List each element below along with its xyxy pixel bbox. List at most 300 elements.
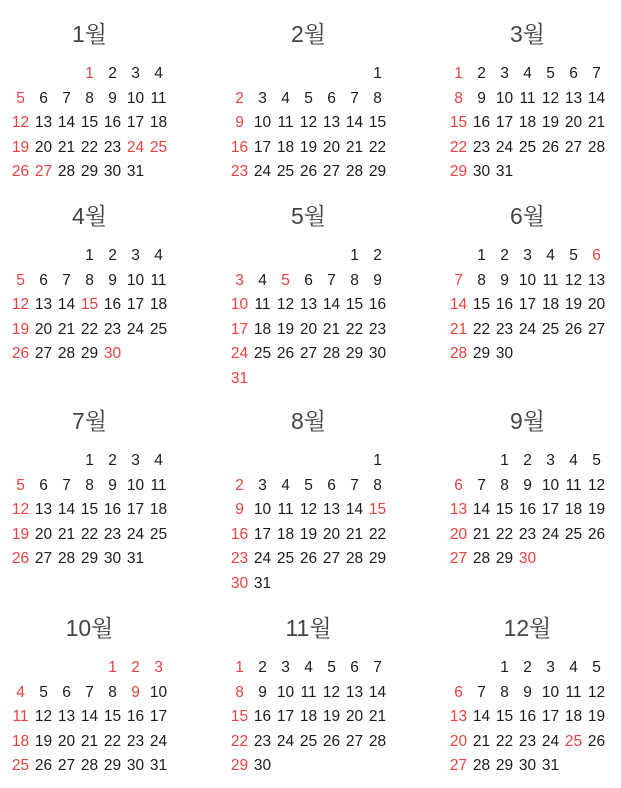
day-cell: 12: [34, 708, 53, 725]
day-cell: 16: [126, 708, 145, 725]
day-cell: 22: [449, 138, 468, 156]
day-cell: 4: [281, 89, 290, 107]
day-cell: 22: [495, 732, 514, 750]
day-cell: 21: [449, 320, 468, 338]
day-cell: 15: [368, 501, 387, 518]
day-cell: 7: [592, 65, 601, 82]
day-cell: 14: [57, 296, 76, 313]
day-cell: 10: [126, 476, 145, 494]
day-cell: 5: [592, 452, 601, 469]
day-cell: 26: [11, 345, 30, 362]
day-cell: 20: [57, 732, 76, 750]
day-cell: 29: [449, 163, 468, 180]
day-cell: 29: [345, 345, 364, 362]
day-cell: 22: [103, 732, 122, 750]
day-cell: 10: [541, 476, 560, 494]
day-cell: 27: [34, 163, 53, 180]
day-cell: 2: [108, 65, 117, 82]
day-cell: 26: [299, 163, 318, 180]
day-cell: 14: [587, 89, 606, 107]
day-cell: 26: [541, 138, 560, 156]
day-cell: 26: [587, 732, 606, 750]
day-cell: 14: [345, 501, 364, 518]
day-cell: 15: [345, 296, 364, 313]
day-cell: 25: [149, 320, 168, 338]
day-cell: 15: [495, 708, 514, 725]
day-cell: 14: [449, 296, 468, 313]
day-cell: 11: [254, 296, 271, 313]
day-cell: 23: [126, 732, 145, 750]
day-cell: 2: [477, 65, 486, 82]
day-cell: 4: [523, 65, 532, 82]
day-cell: 21: [368, 708, 387, 725]
month-title: 7월: [71, 408, 107, 434]
day-cell: 4: [258, 271, 267, 289]
day-cell: 14: [57, 114, 76, 131]
day-cell: 13: [345, 683, 364, 701]
day-cell: 22: [230, 732, 249, 750]
day-cell: 16: [230, 525, 249, 543]
day-cell: 20: [322, 138, 341, 156]
day-cell: 27: [345, 732, 364, 750]
day-cell: 23: [368, 320, 387, 338]
day-cell: 29: [495, 550, 514, 567]
day-cell: 5: [546, 65, 555, 82]
day-cell: 2: [108, 452, 117, 469]
day-cell: 7: [373, 659, 382, 676]
day-cell: 18: [276, 525, 295, 543]
day-cell: 15: [230, 708, 249, 725]
day-cell: 26: [587, 525, 606, 543]
days-grid: [228, 656, 389, 779]
day-cell: 13: [322, 501, 341, 518]
day-cell: 9: [523, 683, 532, 701]
day-cell: 20: [299, 320, 318, 338]
day-cell: 23: [103, 320, 122, 338]
day-cell: 23: [230, 163, 249, 180]
day-cell: 19: [299, 525, 318, 543]
day-cell: 21: [345, 525, 364, 543]
day-cell: 2: [131, 659, 140, 676]
day-cell: 26: [564, 320, 583, 338]
day-cell: 19: [11, 320, 30, 338]
day-cell: 30: [103, 550, 122, 567]
day-cell: 1: [373, 65, 382, 82]
day-cell: 4: [569, 452, 578, 469]
day-cell: 31: [149, 757, 168, 774]
day-cell: 23: [518, 732, 537, 750]
day-cell: 21: [322, 320, 341, 338]
day-cell: 5: [16, 476, 25, 494]
day-cell: 17: [276, 708, 295, 725]
day-cell: 24: [276, 732, 295, 750]
day-cell: 12: [11, 501, 30, 518]
day-cell: 18: [518, 114, 537, 131]
day-cell: 25: [276, 163, 295, 180]
day-cell: 27: [34, 550, 53, 567]
month-title: 12월: [503, 615, 552, 641]
day-cell: 13: [322, 114, 341, 131]
day-cell: 28: [472, 550, 491, 567]
day-cell: 6: [454, 683, 463, 701]
day-cell: 1: [477, 247, 486, 264]
day-cell: 6: [327, 476, 336, 494]
day-cell: 13: [57, 708, 76, 725]
day-cell: 28: [587, 138, 606, 156]
day-cell: 5: [569, 247, 578, 264]
day-cell: 12: [299, 114, 318, 131]
day-cell: 18: [149, 501, 168, 518]
day-cell: 10: [253, 114, 272, 131]
day-cell: 24: [149, 732, 168, 750]
day-cell: 8: [85, 476, 94, 494]
day-cell: 25: [253, 345, 272, 362]
day-cell: 17: [126, 114, 145, 131]
day-cell: 3: [131, 65, 140, 82]
day-cell: 22: [345, 320, 364, 338]
day-cell: 21: [57, 320, 76, 338]
day-cell: 19: [299, 138, 318, 156]
day-cell: 23: [230, 550, 249, 567]
day-cell: 30: [495, 345, 514, 362]
day-cell: 16: [103, 501, 122, 518]
day-cell: 9: [235, 501, 244, 518]
day-cell: 6: [304, 271, 313, 289]
day-cell: 11: [277, 501, 294, 518]
day-cell: 24: [518, 320, 537, 338]
day-cell: 25: [564, 732, 583, 750]
day-cell: 16: [518, 501, 537, 518]
day-cell: 19: [587, 708, 606, 725]
day-cell: 19: [587, 501, 606, 518]
day-cell: 24: [541, 732, 560, 750]
day-cell: 25: [149, 525, 168, 543]
day-cell: 24: [126, 320, 145, 338]
day-cell: 8: [108, 683, 117, 701]
day-cell: 10: [126, 271, 145, 289]
day-cell: 6: [350, 659, 359, 676]
day-cell: 20: [34, 320, 53, 338]
days-grid: [9, 244, 170, 367]
day-cell: 9: [131, 683, 140, 701]
day-cell: 14: [80, 708, 99, 725]
day-cell: 9: [373, 271, 382, 289]
day-cell: 11: [150, 89, 167, 107]
day-cell: 28: [449, 345, 468, 362]
day-cell: 23: [472, 138, 491, 156]
day-cell: 7: [327, 271, 336, 289]
day-cell: 16: [518, 708, 537, 725]
day-cell: 25: [11, 757, 30, 774]
day-cell: 13: [449, 501, 468, 518]
day-cell: 4: [154, 65, 163, 82]
days-grid: [9, 62, 170, 185]
day-cell: 22: [495, 525, 514, 543]
day-cell: 29: [472, 345, 491, 362]
day-cell: 19: [34, 732, 53, 750]
day-cell: 7: [350, 476, 359, 494]
day-cell: 10: [126, 89, 145, 107]
day-cell: 2: [235, 476, 244, 494]
day-cell: 29: [80, 163, 99, 180]
days-grid: [447, 656, 608, 779]
day-cell: 29: [495, 757, 514, 774]
day-cell: 29: [368, 550, 387, 567]
day-cell: 28: [322, 345, 341, 362]
month-title: 11월: [285, 615, 332, 641]
day-cell: 29: [103, 757, 122, 774]
day-cell: 1: [454, 65, 463, 82]
day-cell: 9: [235, 114, 244, 131]
day-cell: 12: [564, 271, 583, 289]
month-title: 4월: [71, 203, 107, 229]
day-cell: 14: [472, 501, 491, 518]
day-cell: 13: [449, 708, 468, 725]
day-cell: 7: [85, 683, 94, 701]
day-cell: 19: [322, 708, 341, 725]
days-grid: [9, 449, 170, 572]
day-cell: 24: [253, 163, 272, 180]
day-cell: 29: [230, 757, 249, 774]
day-cell: 30: [103, 345, 122, 362]
day-cell: 2: [523, 659, 532, 676]
day-cell: 30: [518, 757, 537, 774]
day-cell: 14: [322, 296, 341, 313]
day-cell: 2: [500, 247, 509, 264]
day-cell: 22: [472, 320, 491, 338]
day-cell: 29: [368, 163, 387, 180]
day-cell: 26: [276, 345, 295, 362]
day-cell: 2: [523, 452, 532, 469]
day-cell: 8: [235, 683, 244, 701]
day-cell: 15: [103, 708, 122, 725]
day-cell: 12: [299, 501, 318, 518]
day-cell: 30: [103, 163, 122, 180]
days-grid: [447, 449, 608, 572]
day-cell: 8: [477, 271, 486, 289]
month-title: 5월: [290, 203, 326, 229]
month-title: 2월: [290, 21, 326, 47]
day-cell: 15: [368, 114, 387, 131]
day-cell: 7: [477, 683, 486, 701]
day-cell: 25: [564, 525, 583, 543]
day-cell: 20: [449, 732, 468, 750]
day-cell: 15: [80, 296, 99, 313]
day-cell: 28: [57, 345, 76, 362]
day-cell: 19: [11, 138, 30, 156]
day-cell: 12: [11, 296, 30, 313]
day-cell: 13: [34, 501, 53, 518]
day-cell: 30: [253, 757, 272, 774]
day-cell: 3: [546, 452, 555, 469]
day-cell: 29: [80, 345, 99, 362]
day-cell: 13: [34, 114, 53, 131]
day-cell: 23: [103, 525, 122, 543]
day-cell: 3: [281, 659, 290, 676]
day-cell: 30: [126, 757, 145, 774]
day-cell: 20: [564, 114, 583, 131]
day-cell: 18: [11, 732, 30, 750]
day-cell: 8: [373, 476, 382, 494]
day-cell: 14: [472, 708, 491, 725]
day-cell: 1: [500, 452, 509, 469]
day-cell: 9: [108, 89, 117, 107]
day-cell: 24: [126, 525, 145, 543]
day-cell: 8: [373, 89, 382, 107]
day-cell: 27: [299, 345, 318, 362]
days-grid: [447, 244, 608, 367]
day-cell: 6: [454, 476, 463, 494]
day-cell: 13: [564, 89, 583, 107]
day-cell: 17: [541, 708, 560, 725]
day-cell: 4: [16, 683, 25, 701]
day-cell: 5: [281, 271, 290, 289]
day-cell: 11: [277, 114, 294, 131]
day-cell: 18: [564, 501, 583, 518]
day-cell: 2: [258, 659, 267, 676]
day-cell: 19: [541, 114, 560, 131]
day-cell: 7: [477, 476, 486, 494]
day-cell: 27: [587, 320, 606, 338]
day-cell: 12: [11, 114, 30, 131]
day-cell: 17: [253, 525, 272, 543]
day-cell: 3: [500, 65, 509, 82]
day-cell: 22: [368, 138, 387, 156]
day-cell: 8: [85, 271, 94, 289]
day-cell: 31: [230, 369, 249, 387]
day-cell: 25: [541, 320, 560, 338]
day-cell: 10: [541, 683, 560, 701]
day-cell: 6: [327, 89, 336, 107]
day-cell: 31: [541, 757, 560, 774]
day-cell: 7: [454, 271, 463, 289]
day-cell: 7: [350, 89, 359, 107]
day-cell: 3: [546, 659, 555, 676]
day-cell: 21: [57, 138, 76, 156]
day-cell: 19: [11, 525, 30, 543]
day-cell: 28: [368, 732, 387, 750]
day-cell: 16: [230, 138, 249, 156]
day-cell: 28: [472, 757, 491, 774]
day-cell: 18: [299, 708, 318, 725]
day-cell: 12: [587, 476, 606, 494]
day-cell: 12: [322, 683, 341, 701]
day-cell: 19: [564, 296, 583, 313]
day-cell: 17: [126, 501, 145, 518]
day-cell: 9: [258, 683, 267, 701]
day-cell: 20: [345, 708, 364, 725]
day-cell: 21: [345, 138, 364, 156]
days-grid: [447, 62, 608, 185]
day-cell: 26: [322, 732, 341, 750]
day-cell: 12: [587, 683, 606, 701]
day-cell: 16: [472, 114, 491, 131]
day-cell: 31: [126, 163, 145, 180]
day-cell: 29: [80, 550, 99, 567]
day-cell: 28: [57, 550, 76, 567]
day-cell: 5: [16, 271, 25, 289]
day-cell: 5: [592, 659, 601, 676]
day-cell: 22: [80, 525, 99, 543]
day-cell: 24: [495, 138, 514, 156]
day-cell: 31: [126, 550, 145, 567]
day-cell: 14: [368, 683, 387, 701]
day-cell: 18: [276, 138, 295, 156]
day-cell: 15: [449, 114, 468, 131]
day-cell: 14: [345, 114, 364, 131]
day-cell: 14: [57, 501, 76, 518]
days-grid: [228, 244, 389, 391]
day-cell: 3: [258, 476, 267, 494]
day-cell: 17: [149, 708, 168, 725]
day-cell: 23: [103, 138, 122, 156]
day-cell: 6: [39, 89, 48, 107]
day-cell: 21: [57, 525, 76, 543]
day-cell: 26: [299, 550, 318, 567]
day-cell: 13: [34, 296, 53, 313]
day-cell: 20: [322, 525, 341, 543]
day-cell: 28: [345, 163, 364, 180]
day-cell: 23: [495, 320, 514, 338]
day-cell: 16: [103, 296, 122, 313]
day-cell: 28: [57, 163, 76, 180]
day-cell: 27: [322, 163, 341, 180]
day-cell: 2: [373, 247, 382, 264]
day-cell: 25: [518, 138, 537, 156]
day-cell: 27: [57, 757, 76, 774]
day-cell: 31: [495, 163, 514, 180]
day-cell: 6: [39, 476, 48, 494]
day-cell: 1: [108, 659, 117, 676]
day-cell: 30: [472, 163, 491, 180]
day-cell: 24: [230, 345, 249, 362]
day-cell: 21: [472, 732, 491, 750]
day-cell: 4: [569, 659, 578, 676]
day-cell: 13: [299, 296, 318, 313]
day-cell: 5: [304, 476, 313, 494]
days-grid: [228, 449, 389, 596]
month-title: 8월: [290, 408, 326, 434]
day-cell: 17: [495, 114, 514, 131]
day-cell: 22: [80, 320, 99, 338]
day-cell: 8: [454, 89, 463, 107]
day-cell: 9: [523, 476, 532, 494]
day-cell: 10: [149, 683, 168, 701]
day-cell: 11: [565, 683, 582, 701]
day-cell: 15: [472, 296, 491, 313]
day-cell: 16: [368, 296, 387, 313]
day-cell: 4: [154, 452, 163, 469]
day-cell: 8: [500, 683, 509, 701]
day-cell: 2: [235, 89, 244, 107]
day-cell: 18: [541, 296, 560, 313]
day-cell: 5: [39, 683, 48, 701]
days-grid: [9, 656, 170, 779]
day-cell: 1: [235, 659, 244, 676]
day-cell: 3: [235, 271, 244, 289]
day-cell: 27: [34, 345, 53, 362]
day-cell: 23: [518, 525, 537, 543]
day-cell: 26: [34, 757, 53, 774]
day-cell: 25: [276, 550, 295, 567]
day-cell: 11: [565, 476, 582, 494]
day-cell: 31: [253, 574, 272, 592]
day-cell: 5: [327, 659, 336, 676]
day-cell: 8: [85, 89, 94, 107]
day-cell: 18: [149, 296, 168, 313]
month-title: 10월: [65, 615, 114, 641]
day-cell: 12: [541, 89, 560, 107]
